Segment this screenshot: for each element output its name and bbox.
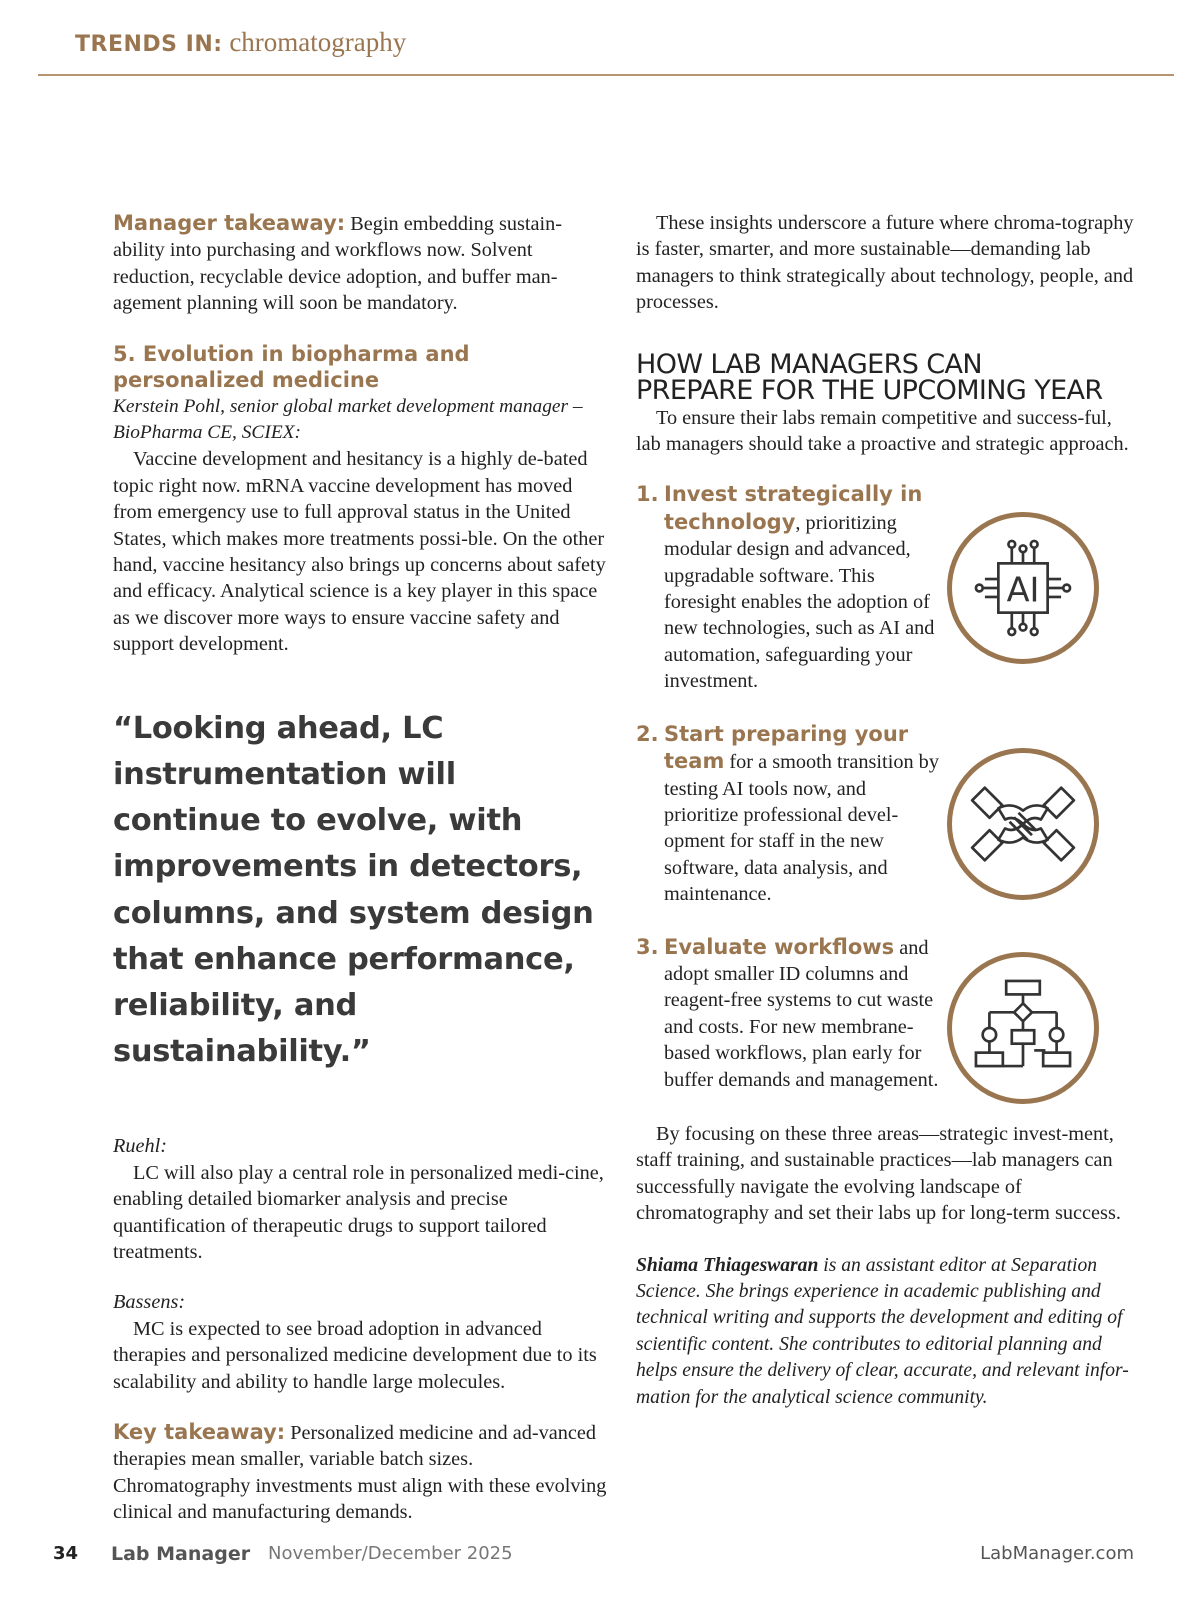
section-heading-line1: HOW LAB MANAGERS CAN [636, 348, 983, 380]
pohl-paragraph: Vaccine development and hesitancy is a highly de-bated topic right now. mRNA vaccine development has moved from emergency use to full approval status in the United States, which makes more treatments possi-ble. On the other hand, vaccine hesitancy also brings up concerns about safety and efficacy. Analytical science is a key player in this space as we discover more ways to ensure vaccine safety and support development. [113, 448, 606, 656]
manager-takeaway-lead: Manager takeaway: [113, 211, 346, 235]
key-takeaway [113, 1419, 609, 1526]
key-takeaway-lead: Key takeaway: [113, 1419, 286, 1444]
manager-takeaway-text: Begin embedding sustain-ability into purchasing and workflows now. Solvent reduction, recyclable device adoption, and buffer man-agement planning will soon be mandatory. [113, 213, 563, 315]
workflow-flowchart-icon [947, 952, 1099, 1104]
running-header [75, 22, 406, 65]
section-heading [636, 348, 1136, 407]
pull-quote: “Looking ahead, LC instrumentation will continue to evolve, with improvements in detectors, columns, and system design that enhance performance, reliability, and sustainability.” [113, 710, 594, 1070]
list-item-text: , prioritizing modular design and advanced, upgradable software. This foresight enables the adoption of new technologies, such as AI and automation, safeguarding your investment. [664, 511, 935, 693]
header-divider [38, 74, 1174, 76]
page-footer [0, 1543, 1200, 1573]
header-kicker: TRENDS IN: [75, 32, 223, 57]
conclusion-paragraph: By focusing on these three areas—strategic invest-ment, staff training, and sustainable practices—lab managers can successfully navigate the evolving landscape of chromatography and set their labs up for long-term success. [636, 1122, 1121, 1225]
list-item-number: 3. [636, 934, 659, 959]
website: LabManager.com [980, 1543, 1134, 1564]
manager-takeaway [113, 210, 609, 317]
list-item-body [664, 721, 944, 908]
magazine-name: Lab Manager [111, 1543, 251, 1565]
list-item-highlight: Evaluate workflows [664, 934, 895, 959]
author-bio [636, 1253, 1136, 1411]
list-item-highlight: Invest strategically in technology [664, 482, 923, 534]
section-intro: To ensure their labs remain competitive and success-ful, lab managers should take a proactive and strategic approach. [636, 406, 1129, 456]
list-item-text: and adopt smaller ID columns and reagent-free systems to cut waste and costs. For new membrane-based workflows, plan early for buffer demands and management. [664, 936, 939, 1091]
header-topic: chromatography [229, 27, 407, 57]
author-bio-text: is an assistant editor at Separation Science. She brings experience in academic publishing and technical writing and supports the development and editing of scientific content. She contributes to editorial planning and helps ensure the delivery of clear, accurate, and relevant infor-mation for the analytical science community. [636, 1254, 1129, 1408]
author-name: Shiama Thiageswaran [636, 1254, 819, 1276]
list-item-number: 2. [636, 721, 659, 746]
ai-chip-icon [947, 512, 1099, 664]
list-item-body [664, 934, 944, 1093]
key-takeaway-text: Personalized medicine and ad-vanced therapies mean smaller, variable batch sizes. Chromatography investments must align with these evolving clinical and manufacturing demands. [113, 1421, 607, 1524]
section-heading-line2: PREPARE FOR THE UPCOMING YEAR [636, 375, 1103, 407]
left-column [113, 210, 609, 1526]
issue-date: November/December 2025 [268, 1543, 513, 1564]
list-item-text: for a smooth transition by testing AI tools now, and prioritize professional devel-opment for staff in the new software, data analysis, and maintenance. [664, 751, 939, 906]
bassens-attribution: Bassens: [113, 1291, 186, 1314]
bassens-paragraph: MC is expected to see broad adoption in advanced therapies and personalized medicine development due to its scalability and ability to handle large molecules. [113, 1317, 597, 1393]
team-hands-icon [947, 748, 1099, 900]
ruehl-paragraph: LC will also play a central role in personalized medi-cine, enabling detailed biomarker analysis and precise quantification of therapeutic drugs to support tailored treatments. [113, 1161, 604, 1263]
pohl-attribution: Kerstein Pohl, senior global market development manager – BioPharma CE, SCIEX: [113, 395, 583, 444]
ai-chip-label: AI [1006, 570, 1040, 610]
intro-paragraph: These insights underscore a future where chroma-tography is faster, smarter, and more sustainable—demanding lab managers to think strategically about technology, people, and processes. [636, 212, 1134, 314]
list-item-body [664, 481, 944, 694]
ruehl-attribution: Ruehl: [113, 1135, 168, 1158]
page-number: 34 [53, 1543, 79, 1564]
section-5-title: 5. Evolution in biopharma and personalized medicine [113, 341, 470, 393]
list-item-highlight: Start preparing your team [664, 721, 909, 774]
list-item-number: 1. [636, 482, 659, 507]
